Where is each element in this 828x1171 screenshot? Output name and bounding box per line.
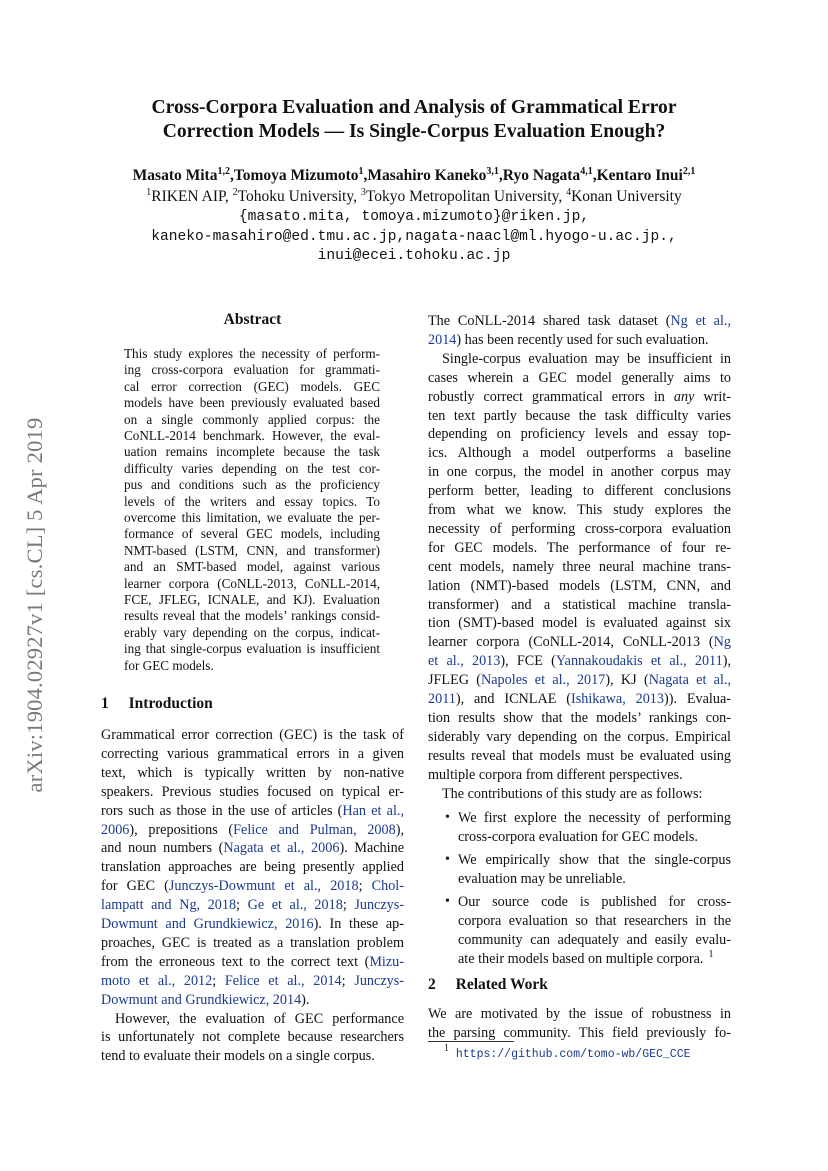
- text-line: [428, 709, 731, 727]
- text-run: and noun numbers (: [101, 840, 224, 857]
- text-run: cases wherein a GEC model generally aims to: [428, 369, 731, 386]
- abstract-line: NMT-based (LSTM, CNN, and transformer): [124, 542, 380, 558]
- text-run: )). Evalua-: [664, 691, 731, 707]
- abstract-line: results reveal that the models’ rankings consid-: [124, 608, 380, 624]
- bullet-line: evaluation may be unreliable.: [458, 871, 626, 887]
- text-line: [428, 596, 731, 614]
- citation[interactable]: Ng et al.,: [670, 313, 731, 329]
- text-run: multiple corpora from different perspectives.: [428, 766, 683, 783]
- citation[interactable]: Dowmunt and Grundkiewicz, 2016: [101, 916, 314, 932]
- affiliation-name: Konan University: [571, 188, 682, 205]
- text-run: text, which is typically written by non-native: [101, 764, 404, 781]
- text-run: ), KJ (: [605, 672, 649, 689]
- bullet-mark: •: [445, 852, 450, 867]
- affiliation-mark: 1: [146, 187, 152, 198]
- text-line: [428, 520, 731, 538]
- text-line: [442, 785, 731, 803]
- text-line: [428, 690, 731, 708]
- footnote-mark: 1: [708, 949, 714, 960]
- paper-title-line-1: Cross-Corpora Evaluation and Analysis of Grammatical Error: [151, 97, 677, 118]
- bullet-line: community can adequately and easily evalu-: [458, 932, 731, 948]
- text-line: [101, 1047, 404, 1065]
- section-heading-related-work: [428, 976, 548, 994]
- author-affiliation-mark: 1,2: [217, 166, 230, 177]
- text-line: [101, 972, 404, 990]
- text-run: Grammatical error correction (GEC) is the task of: [101, 727, 404, 743]
- text-line: [101, 1028, 404, 1046]
- abstract-line: This study explores the necessity of perform-: [124, 346, 380, 361]
- citation[interactable]: Felice and Pulman, 2008: [233, 821, 396, 838]
- text-run: cent models, namely three neural machine trans-: [428, 558, 731, 575]
- text-run: learner corpora (CoNLL-2014, CoNLL-2013 (: [428, 634, 714, 651]
- email-line-3: inui@ecei.tohoku.ac.jp: [317, 248, 511, 264]
- citation[interactable]: et al., 2013: [428, 653, 501, 670]
- affiliation-name: RIKEN AIP,: [151, 188, 233, 205]
- section-title: Related Work: [455, 976, 548, 993]
- abstract-line: ing that single-corpus evaluation is insufficient: [124, 641, 380, 657]
- text-run: ;: [212, 972, 225, 989]
- abstract-line: FCE, JFLEG, ICNALE, and KJ). Evaluation: [124, 592, 380, 607]
- text-line: [428, 671, 731, 689]
- text-run: ), prepositions (: [129, 821, 234, 838]
- text-run: ), FCE (: [500, 653, 556, 670]
- text-run: tion results show that the models’ rankings con-: [428, 709, 731, 726]
- section-heading-introduction: [101, 695, 213, 713]
- text-run: ),: [395, 821, 404, 838]
- citation[interactable]: Dowmunt and Grundkiewicz, 2014: [101, 991, 302, 1008]
- text-run: However, the evaluation of GEC performance: [115, 1010, 404, 1027]
- text-line: [101, 915, 404, 933]
- bullet-line: ate their models based on multiple corpora. $^1$: [458, 949, 714, 967]
- text-line: [101, 953, 404, 971]
- arxiv-stamp: [20, 370, 50, 840]
- citation[interactable]: lampatt and Ng, 2018: [101, 897, 237, 914]
- text-run: in one corpus, the model in another corpus may: [428, 464, 731, 481]
- text-line: [101, 858, 404, 876]
- citation[interactable]: Junczys-Dowmunt et al., 2018: [168, 878, 359, 895]
- affiliation-mark: 3: [360, 187, 366, 198]
- bullet-line: cross-corpora evaluation for GEC models.: [458, 829, 698, 845]
- text-run: The CoNLL-2014 shared task dataset (: [428, 313, 671, 329]
- text-line: [101, 934, 404, 952]
- text-run: from what we know. This study explores the: [428, 502, 731, 518]
- bullet-line: We first explore the necessity of performing: [458, 810, 731, 826]
- abstract-line: formance of several GEC models, including: [124, 526, 380, 542]
- text-line: [101, 821, 404, 839]
- text-run: rors such as those in the use of articles (: [101, 802, 343, 819]
- text-line: [428, 331, 731, 349]
- text-run: perform better, leading to different conclusions: [428, 483, 731, 500]
- citation[interactable]: Chol-: [371, 878, 404, 895]
- section-number: 1: [101, 695, 109, 712]
- citation[interactable]: Han et al.,: [342, 802, 404, 819]
- text-line: [428, 728, 731, 746]
- author-affiliation-mark: 3,1: [486, 166, 499, 177]
- text-line: [428, 539, 731, 557]
- text-line: [428, 388, 731, 406]
- emphasis: any: [673, 388, 695, 405]
- text-line: [428, 614, 731, 632]
- bullet-line: corpora evaluation so that researchers in the: [458, 913, 731, 929]
- footnote-link[interactable]: https://github.com/tomo-wb/GEC_CCE: [455, 1048, 691, 1061]
- text-run: for GEC (: [101, 878, 169, 895]
- abstract-line: levels of the writers and essay topics. To: [124, 493, 380, 509]
- text-line: [428, 444, 731, 462]
- citation[interactable]: Ge et al., 2018: [247, 897, 343, 914]
- text-line: [428, 747, 731, 765]
- author-name: Kentaro Inui: [596, 167, 683, 184]
- section-title: Introduction: [128, 695, 213, 712]
- text-line: [428, 501, 731, 519]
- author-name: Ryo Nagata: [502, 167, 581, 184]
- author-affiliation-mark: 4,1: [580, 166, 593, 177]
- affiliation-list: [0, 187, 828, 206]
- text-line: [101, 896, 404, 914]
- text-run: for GEC models. The performance of four re-: [428, 539, 731, 556]
- text-line: [428, 766, 731, 784]
- footnote: [444, 1043, 691, 1061]
- arxiv-stamp-text: arXiv:1904.02927v1 [cs.CL] 5 Apr 2019: [22, 417, 47, 793]
- citation[interactable]: 2006: [101, 821, 130, 838]
- text-run: translation approaches are being presently applied: [101, 859, 404, 876]
- bullet-mark: •: [445, 894, 450, 909]
- footnote-rule: [428, 1041, 514, 1042]
- text-run: JFLEG (: [428, 672, 482, 689]
- abstract-line: uation remains incomplete because the task: [124, 444, 380, 460]
- citation[interactable]: Napoles et al., 2017: [481, 672, 606, 689]
- text-run: proaches, GEC is treated as a translation problem: [101, 934, 404, 951]
- abstract-line: erably vary depending on the corpus, indicat-: [124, 624, 380, 640]
- footnote-mark: 1: [444, 1043, 449, 1054]
- bullet-mark: •: [445, 810, 450, 825]
- text-run: ). In these ap-: [313, 916, 404, 932]
- text-line: [428, 312, 731, 330]
- text-line: [101, 745, 404, 763]
- author-list: Masato Mita$^{1,2}$,Tomoya Mizumoto$^1$,Masahiro Kaneko$^{3,1}$,Ryo Nagata$^{4,1}$,Kentaro Inui$^{2,1}$: [132, 166, 696, 184]
- text-run: ics. Although a model outperforms a baseline: [428, 445, 731, 462]
- text-run: ten text partly because the task difficulty varies: [428, 407, 731, 424]
- citation[interactable]: 2014: [428, 331, 457, 348]
- author-name: Masato Mita: [132, 167, 218, 184]
- text-run: ), and ICNLAE (: [455, 691, 571, 707]
- citation[interactable]: Junczys-: [354, 897, 404, 914]
- author-name: Masahiro Kaneko: [367, 167, 487, 184]
- text-line: the parsing community. This field previously fo-: [428, 1025, 731, 1041]
- author-affiliation-mark: 1: [358, 166, 364, 177]
- text-line: [428, 482, 731, 500]
- text-line: [101, 726, 404, 744]
- text-run: ).: [301, 991, 310, 1008]
- text-line: [428, 652, 731, 670]
- abstract-line: learner corpora (CoNLL-2013, CoNLL-2014,: [124, 575, 380, 591]
- text-run: transformer) and a statistical machine transla-: [428, 596, 731, 613]
- text-line: [101, 783, 404, 801]
- abstract-line: difficulty varies depending on the test cor-: [124, 460, 380, 476]
- text-run: ) has been recently used for such evaluation.: [456, 331, 709, 348]
- text-line: [115, 1010, 404, 1028]
- text-line: [101, 839, 404, 857]
- text-run: results reveal that models must be evaluated using: [428, 747, 731, 764]
- text-line: [101, 877, 404, 895]
- text-run: tion (SMT)-based model is evaluated against six: [428, 615, 731, 632]
- abstract-line: models have been previously evaluated based: [124, 395, 380, 411]
- abstract-heading: Abstract: [223, 311, 282, 328]
- author-name: Tomoya Mizumoto: [233, 167, 359, 184]
- citation[interactable]: Junczys-: [354, 972, 404, 989]
- text-run: writ-: [694, 388, 731, 405]
- bullet-line: We empirically show that the single-corpus: [458, 852, 731, 868]
- text-run: Single-corpus evaluation may be insufficient in: [442, 350, 731, 367]
- text-line: [428, 369, 731, 387]
- abstract-line: ing cross-corpora evaluation for grammati-: [124, 362, 380, 378]
- abstract-line: CoNLL-2014 benchmark. However, the eval-: [124, 428, 380, 443]
- citation[interactable]: Nagata et al., 2006: [223, 840, 340, 857]
- text-run: ;: [236, 897, 248, 914]
- abstract-line: for GEC models.: [124, 657, 214, 673]
- email-line-1: {masato.mita, tomoya.mizumoto}@riken.jp,: [238, 209, 590, 225]
- abstract-line: and an SMT-based model, against various: [124, 559, 380, 575]
- text-run: ;: [342, 897, 355, 914]
- text-line: [101, 802, 404, 820]
- affiliation-mark: 4: [566, 187, 572, 198]
- abstract-line: overcome this limitation, we evaluate the per-: [124, 510, 380, 525]
- text-run: speakers. Previous studies focused on typical er-: [101, 783, 404, 800]
- bullet-line: Our source code is published for cross-: [458, 894, 731, 910]
- text-line: [428, 463, 731, 481]
- text-run: ),: [722, 653, 731, 670]
- text-line: We are motivated by the issue of robustness in: [428, 1006, 731, 1022]
- citation[interactable]: Yannakoudakis et al., 2011: [555, 653, 723, 670]
- text-run: lation (NMT)-based models (LSTM, CNN, and: [428, 577, 731, 594]
- text-line: [428, 633, 731, 651]
- text-run: is unfortunately not complete because researchers: [101, 1029, 404, 1046]
- abstract-line: pus and conditions such as the proficiency: [124, 477, 380, 493]
- text-run: correcting various grammatical errors in a given: [101, 745, 404, 762]
- citation[interactable]: moto et al., 2012: [101, 972, 213, 989]
- text-line: [428, 558, 731, 576]
- citation[interactable]: Ishikawa, 2013: [570, 691, 664, 707]
- text-line: [442, 350, 731, 368]
- citation[interactable]: Ng: [713, 634, 731, 651]
- text-run: ). Machine: [339, 840, 404, 857]
- citation[interactable]: Mizu-: [369, 953, 404, 970]
- text-run: depending on proficiency levels and essay top-: [428, 426, 731, 443]
- text-line: [101, 991, 404, 1009]
- affiliation-mark: 2: [232, 187, 238, 198]
- abstract-line: cal error correction (GEC) models. GEC: [124, 378, 380, 394]
- text-run: from the erroneous text to the correct text (: [101, 953, 370, 970]
- text-line: [428, 407, 731, 425]
- text-run: siderably vary depending on the corpus. Empirical: [428, 728, 731, 745]
- text-run: ;: [341, 972, 355, 989]
- affiliation-name: Tohoku University,: [237, 188, 361, 205]
- citation[interactable]: 2011: [428, 691, 456, 707]
- abstract-line: on a single commonly applied corpus: the: [124, 411, 380, 427]
- text-run: The contributions of this study are as follows:: [442, 785, 703, 802]
- author-affiliation-mark: 2,1: [682, 166, 696, 177]
- text-line: [428, 577, 731, 595]
- text-run: robustly correct grammatical errors in: [428, 388, 674, 405]
- email-line-2: kaneko-masahiro@ed.tmu.ac.jp,nagata-naacl@ml.hyogo-u.ac.jp.,: [151, 229, 677, 245]
- text-line: [428, 425, 731, 443]
- text-line: [101, 764, 404, 782]
- paper-title-line-2: Correction Models — Is Single-Corpus Evaluation Enough?: [162, 121, 666, 142]
- text-run: ;: [358, 878, 372, 895]
- affiliation-name: Tokyo Metropolitan University,: [365, 188, 567, 205]
- section-number: 2: [428, 976, 436, 993]
- citation[interactable]: Felice et al., 2014: [224, 972, 342, 989]
- text-run: necessity of performing cross-corpora evaluation: [428, 520, 731, 537]
- citation[interactable]: Nagata et al.,: [648, 672, 731, 689]
- text-run: tend to evaluate their models on a single corpus.: [101, 1048, 375, 1065]
